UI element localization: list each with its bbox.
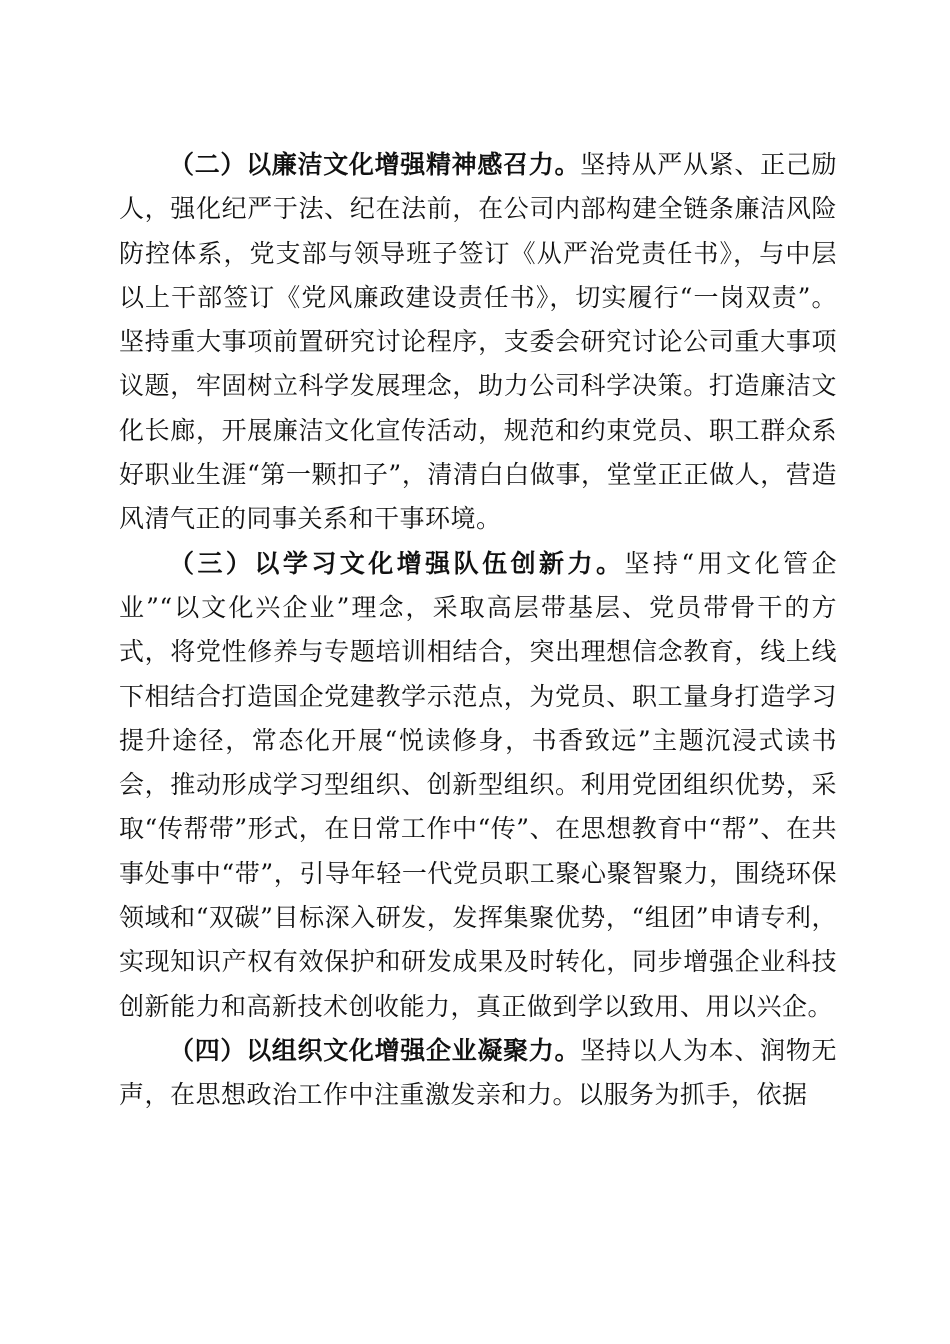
section-heading-2: （二）以廉洁文化增强精神感召力。 (169, 150, 581, 179)
paragraph-4 (119, 1029, 837, 1118)
paragraph-text-4: 坚持以人为本、润物无声，在思想政治工作中注重激发亲和力。以服务为抓手，依据 (119, 1035, 837, 1110)
section-heading-4: （四）以组织文化增强企业凝聚力。 (169, 1035, 581, 1065)
document-body (119, 143, 837, 1118)
paragraph-2 (119, 143, 837, 542)
paragraph-text-2: 坚持从严从紧、正己励人，强化纪严于法、纪在法前，在公司内部构建全链条廉洁风险防控体系，党支部与领导班子签订《从严治党责任书》，与中层以上干部签订《党风廉政建设责任书》，切实履行“一岗双责”。坚持重大事项前置研究讨论程序，支委会研究讨论公司重大事项议题，牢固树立科学发展理念，助力公司科学决策。打造廉洁文化长廊，开展廉洁文化宣传活动，规范和约束党员、职工群众系好职业生涯“第一颗扣子”，清清白白做事，堂堂正正做人，营造风清气正的同事关系和干事环境。 (119, 150, 837, 534)
paragraph-text-3: 坚持“用文化管企业”“以文化兴企业”理念，采取高层带基层、党员带骨干的方式，将党性修养与专题培训相结合，突出理想信念教育，线上线下相结合打造国企党建教学示范点，为党员、职工量身打造学习提升途径，常态化开展“悦读修身，书香致远”主题沉浸式读书会，推动形成学习型组织、创新型组织。利用党团组织优势，采取“传帮带”形式，在日常工作中“传”、在思想教育中“帮”、在共事处事中“带”，引导年轻一代党员职工聚心聚智聚力，围绕环保领域和“双碳”目标深入研发，发挥集聚优势，“组团”申请专利，实现知识产权有效保护和研发成果及时转化，同步增强企业科技创新能力和高新技术创收能力，真正做到学以致用、用以兴企。 (119, 548, 837, 1021)
section-heading-3: （三）以学习文化增强队伍创新力。 (169, 548, 625, 578)
paragraph-3 (119, 542, 837, 1029)
